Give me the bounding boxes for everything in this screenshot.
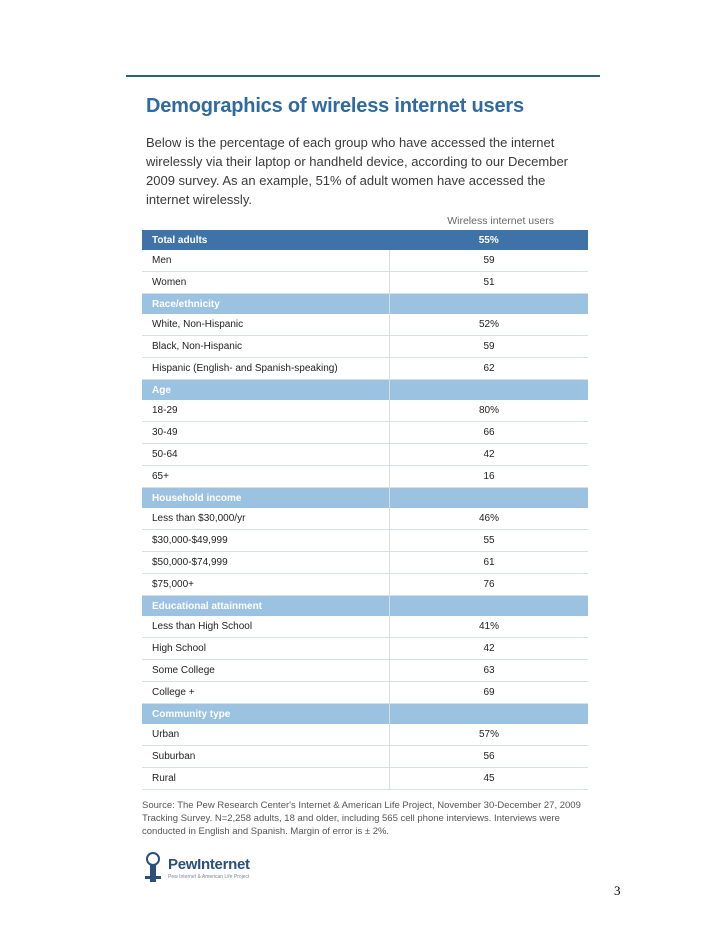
section-header-row xyxy=(142,596,588,617)
row-value: 41% xyxy=(390,616,589,638)
row-label: Men xyxy=(142,250,390,272)
row-value: 57% xyxy=(390,724,589,746)
row-value xyxy=(390,596,589,617)
row-label: $30,000-$49,999 xyxy=(142,530,390,552)
page-title: Demographics of wireless internet users xyxy=(146,95,524,117)
pew-internet-logo xyxy=(142,852,262,886)
section-header-row xyxy=(142,704,588,725)
row-value: 51 xyxy=(390,272,589,294)
row-value: 52% xyxy=(390,314,589,336)
total-row xyxy=(142,230,588,250)
row-label: Household income xyxy=(142,488,390,509)
row-value: 69 xyxy=(390,682,589,704)
infographic-card xyxy=(126,77,600,897)
row-value: 55 xyxy=(390,530,589,552)
table-row xyxy=(142,616,588,638)
row-label: Educational attainment xyxy=(142,596,390,617)
row-label: College + xyxy=(142,682,390,704)
row-label: White, Non-Hispanic xyxy=(142,314,390,336)
row-label: Community type xyxy=(142,704,390,725)
row-label: Less than $30,000/yr xyxy=(142,508,390,530)
source-note: Source: The Pew Research Center's Internet & American Life Project, November 30-December 27, 2009 Tracking Survey. N=2,258 adults, 18 and older, including 565 cell phone interviews. Interviews were conducted in English and Spanish. Margin of error is ± 2%. xyxy=(142,800,581,837)
row-value: 66 xyxy=(390,422,589,444)
row-value: 45 xyxy=(390,768,589,790)
table-row xyxy=(142,466,588,488)
table-row xyxy=(142,660,588,682)
row-value xyxy=(390,380,589,401)
page-number: 3 xyxy=(614,883,621,898)
row-label: Suburban xyxy=(142,746,390,768)
row-value: 56 xyxy=(390,746,589,768)
row-label: 30-49 xyxy=(142,422,390,444)
row-label: 65+ xyxy=(142,466,390,488)
demographics-table xyxy=(142,230,588,790)
table-row xyxy=(142,682,588,704)
table-row xyxy=(142,574,588,596)
table-row xyxy=(142,724,588,746)
row-value: 59 xyxy=(390,336,589,358)
table-row xyxy=(142,250,588,272)
row-label: Rural xyxy=(142,768,390,790)
table-row xyxy=(142,508,588,530)
row-label: $50,000-$74,999 xyxy=(142,552,390,574)
row-value xyxy=(390,704,589,725)
table-row xyxy=(142,444,588,466)
table-row xyxy=(142,422,588,444)
table-row xyxy=(142,746,588,768)
table-row xyxy=(142,336,588,358)
row-value: 59 xyxy=(390,250,589,272)
section-header-row xyxy=(142,294,588,315)
row-label: Black, Non-Hispanic xyxy=(142,336,390,358)
row-value: 63 xyxy=(390,660,589,682)
row-value: 61 xyxy=(390,552,589,574)
logo-tagline: Pew Internet & American Life Project xyxy=(168,874,250,880)
row-label: Hispanic (English- and Spanish-speaking) xyxy=(142,358,390,380)
row-label: Race/ethnicity xyxy=(142,294,390,315)
row-label: Age xyxy=(142,380,390,401)
table-row xyxy=(142,768,588,790)
table-row xyxy=(142,530,588,552)
section-header-row xyxy=(142,488,588,509)
row-label: Urban xyxy=(142,724,390,746)
column-header: Wireless internet users xyxy=(447,215,554,227)
row-label: 18-29 xyxy=(142,400,390,422)
row-label: $75,000+ xyxy=(142,574,390,596)
row-value: 80% xyxy=(390,400,589,422)
row-label: Some College xyxy=(142,660,390,682)
table-row xyxy=(142,314,588,336)
intro-text: Below is the percentage of each group who have accessed the internet wirelessly via their laptop or handheld device, according to our December 2009 survey. As an example, 51% of adult women have accessed the internet wirelessly. xyxy=(146,135,568,207)
pew-logo-icon xyxy=(142,852,164,884)
table-row xyxy=(142,638,588,660)
row-value xyxy=(390,488,589,509)
logo-wordmark: PewInternet xyxy=(168,856,250,873)
row-value: 62 xyxy=(390,358,589,380)
table-row xyxy=(142,272,588,294)
section-header-row xyxy=(142,380,588,401)
row-value: 46% xyxy=(390,508,589,530)
table-row xyxy=(142,358,588,380)
row-label: Total adults xyxy=(142,230,390,250)
row-value: 55% xyxy=(390,230,589,250)
row-label: Women xyxy=(142,272,390,294)
row-value: 42 xyxy=(390,444,589,466)
row-value: 16 xyxy=(390,466,589,488)
row-value xyxy=(390,294,589,315)
table-row xyxy=(142,400,588,422)
table-row xyxy=(142,552,588,574)
row-label: Less than High School xyxy=(142,616,390,638)
row-value: 42 xyxy=(390,638,589,660)
row-value: 76 xyxy=(390,574,589,596)
row-label: High School xyxy=(142,638,390,660)
row-label: 50-64 xyxy=(142,444,390,466)
